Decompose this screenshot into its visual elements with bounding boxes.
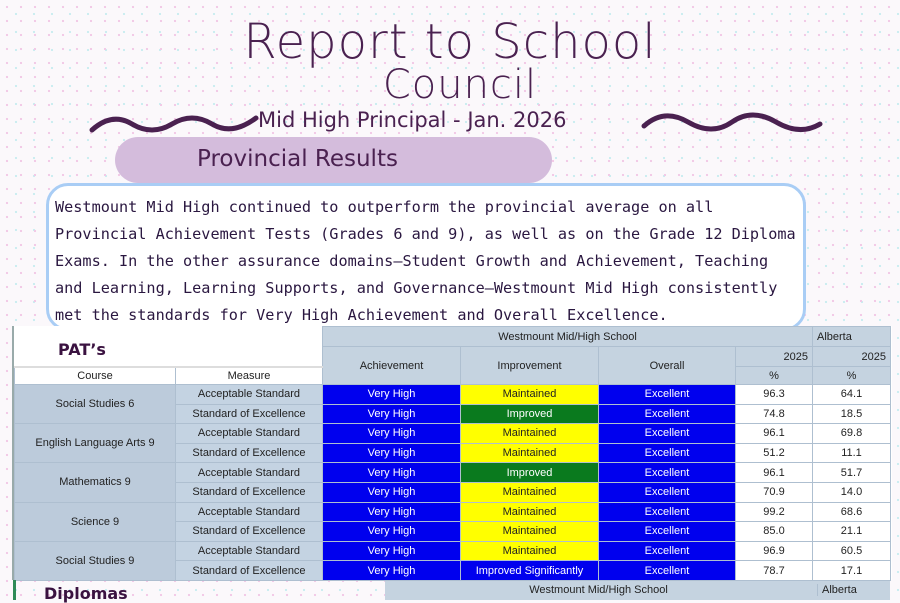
pats-title: PAT’s [58, 340, 106, 359]
school-percent-cell: 70.9 [736, 482, 813, 502]
improvement-cell: Maintained [461, 502, 599, 522]
diplomas-title: Diplomas [44, 584, 128, 603]
column-header-measure: Measure [176, 367, 323, 385]
measure-cell: Standard of Excellence [176, 561, 323, 581]
course-name: English Language Arts 9 [15, 424, 176, 463]
overall-cell: Excellent [599, 541, 736, 561]
overall-cell: Excellent [599, 463, 736, 483]
school-percent-cell: 99.2 [736, 502, 813, 522]
province-percent-cell: 14.0 [813, 482, 891, 502]
improvement-cell: Improved [461, 404, 599, 424]
school-percent-cell: 96.9 [736, 541, 813, 561]
achievement-cell: Very High [323, 385, 461, 405]
province-percent-cell: 18.5 [813, 404, 891, 424]
title-line-2: Council [382, 62, 538, 108]
achievement-cell: Very High [323, 424, 461, 444]
subtitle: Mid High Principal - Jan. 2026 [258, 108, 567, 132]
column-header-achievement: Achievement [323, 347, 461, 385]
province-percent-cell: 60.5 [813, 541, 891, 561]
improvement-cell: Maintained [461, 424, 599, 444]
table-row [15, 502, 891, 522]
improvement-cell: Maintained [461, 482, 599, 502]
school-percent-cell: 96.3 [736, 385, 813, 405]
school-header: Westmount Mid/High School [323, 327, 813, 347]
achievement-cell: Very High [323, 443, 461, 463]
measure-cell: Acceptable Standard [176, 385, 323, 405]
table-row [15, 541, 891, 561]
diplomas-province-header: Alberta [817, 584, 857, 596]
province-percent-cell: 11.1 [813, 443, 891, 463]
column-header-province-unit: % [813, 367, 891, 385]
wavy-line-left-decoration [88, 110, 260, 140]
course-name: Social Studies 6 [15, 385, 176, 424]
improvement-cell: Improved Significantly [461, 561, 599, 581]
table-row [15, 424, 891, 444]
overall-cell: Excellent [599, 385, 736, 405]
province-percent-cell: 51.7 [813, 463, 891, 483]
overall-cell: Excellent [599, 404, 736, 424]
achievement-cell: Very High [323, 502, 461, 522]
measure-cell: Acceptable Standard [176, 463, 323, 483]
province-header: Alberta [813, 327, 891, 347]
school-percent-cell: 96.1 [736, 424, 813, 444]
overall-cell: Excellent [599, 502, 736, 522]
title-line-1: Report to School [243, 14, 657, 70]
achievement-cell: Very High [323, 482, 461, 502]
province-percent-cell: 64.1 [813, 385, 891, 405]
diplomas-school-header: Westmount Mid/High School [529, 584, 668, 596]
column-header-improvement: Improvement [461, 347, 599, 385]
table-row [15, 385, 891, 405]
table-row [15, 463, 891, 483]
overall-cell: Excellent [599, 443, 736, 463]
school-percent-cell: 96.1 [736, 463, 813, 483]
improvement-cell: Maintained [461, 385, 599, 405]
overall-cell: Excellent [599, 482, 736, 502]
course-name: Mathematics 9 [15, 463, 176, 502]
measure-cell: Acceptable Standard [176, 541, 323, 561]
overall-cell: Excellent [599, 424, 736, 444]
wavy-line-right-decoration [640, 110, 825, 140]
column-header-school-unit: % [736, 367, 813, 385]
province-percent-cell: 68.6 [813, 502, 891, 522]
measure-cell: Standard of Excellence [176, 482, 323, 502]
measure-cell: Acceptable Standard [176, 502, 323, 522]
province-percent-cell: 17.1 [813, 561, 891, 581]
school-percent-cell: 78.7 [736, 561, 813, 581]
achievement-cell: Very High [323, 463, 461, 483]
column-header-course: Course [15, 367, 176, 385]
column-header-school-year: 2025 [736, 347, 813, 367]
column-header-province-year: 2025 [813, 347, 891, 367]
school-percent-cell: 51.2 [736, 443, 813, 463]
summary-text: Westmount Mid High continued to outperform the provincial average on all Provincial Achievement Tests (Grades 6 and 9), as well as on the Grade 12 Diploma Exams. In the other assurance domains—Student Growth and Achievement, Teaching and Learning, Learning Supports, and Governance—Westmount Mid High consistently met the standards for Very High Achievement and Overall Excellence. [55, 198, 796, 324]
achievement-cell: Very High [323, 561, 461, 581]
achievement-cell: Very High [323, 404, 461, 424]
column-header-overall: Overall [599, 347, 736, 385]
improvement-cell: Improved [461, 463, 599, 483]
improvement-cell: Maintained [461, 541, 599, 561]
improvement-cell: Maintained [461, 522, 599, 542]
measure-cell: Acceptable Standard [176, 424, 323, 444]
province-percent-cell: 69.8 [813, 424, 891, 444]
diplomas-table-header [385, 581, 890, 600]
improvement-cell: Maintained [461, 443, 599, 463]
school-percent-cell: 74.8 [736, 404, 813, 424]
overall-cell: Excellent [599, 522, 736, 542]
pats-results-table [14, 326, 891, 581]
achievement-cell: Very High [323, 541, 461, 561]
section-heading: Provincial Results [197, 146, 398, 172]
course-name: Science 9 [15, 502, 176, 541]
measure-cell: Standard of Excellence [176, 404, 323, 424]
province-percent-cell: 21.1 [813, 522, 891, 542]
measure-cell: Standard of Excellence [176, 522, 323, 542]
course-name: Social Studies 9 [15, 541, 176, 580]
divider [13, 580, 16, 600]
achievement-cell: Very High [323, 522, 461, 542]
section-heading-pill [115, 137, 552, 183]
overall-cell: Excellent [599, 561, 736, 581]
summary-box [46, 183, 806, 331]
school-percent-cell: 85.0 [736, 522, 813, 542]
measure-cell: Standard of Excellence [176, 443, 323, 463]
